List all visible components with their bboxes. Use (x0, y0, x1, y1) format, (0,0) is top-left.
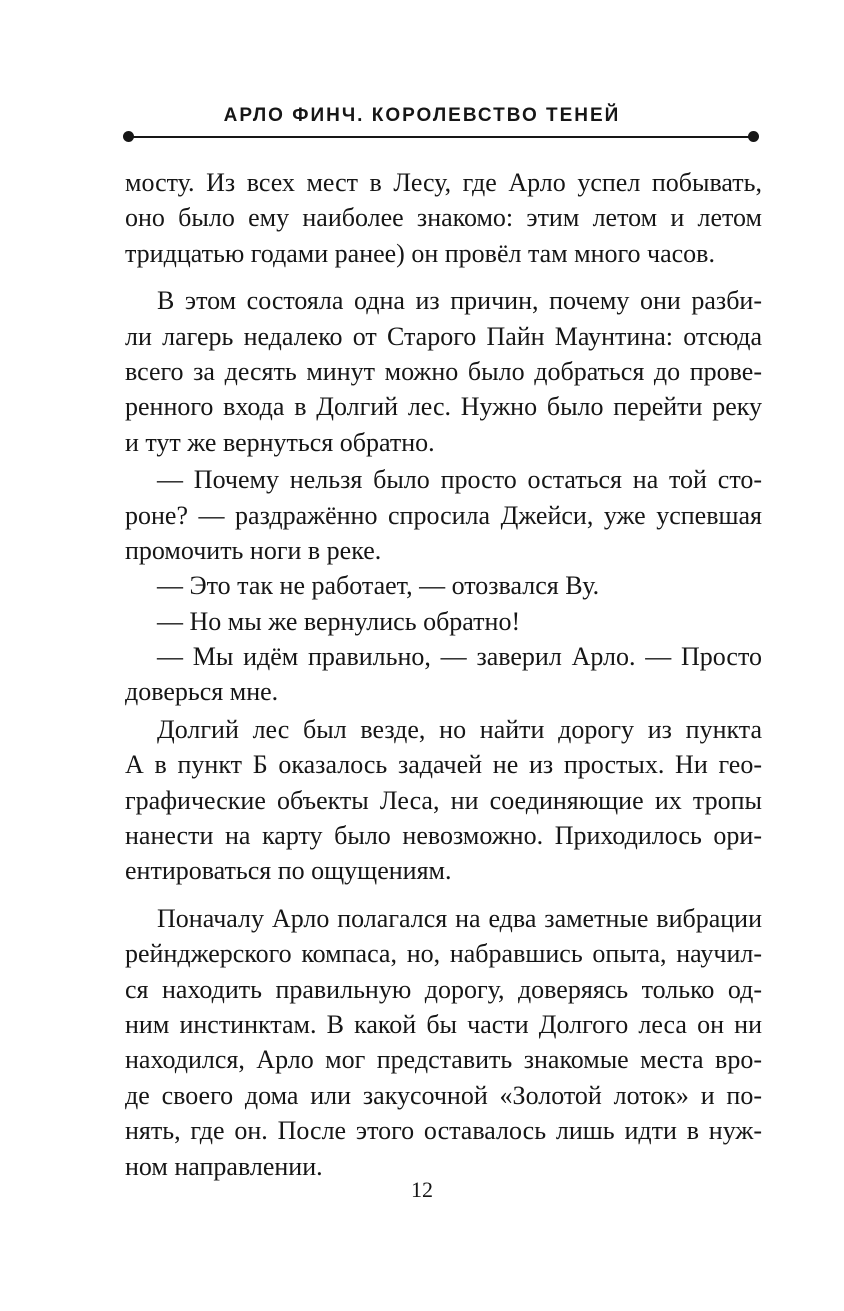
text-line: нанести на карту было невозможно. Приходилось ори- (125, 821, 762, 851)
text-line: — Почему нельзя было просто остаться на той сто- (157, 465, 762, 495)
header-rule-right-dot (748, 131, 759, 142)
text-line: — Это так не работает, — отозвался Ву. (157, 571, 600, 601)
text-line: А в пункт Б оказалось задачей не из простых. Ни гео- (125, 750, 762, 780)
text-line: Поначалу Арло полагался на едва заметные вибрации (157, 903, 762, 933)
text-line: ся находить правильную дорогу, доверяясь только од- (125, 974, 762, 1004)
text-line: ним инстинктам. В какой бы части Долгого леса он ни (125, 1009, 762, 1039)
text-line: доверься мне. (125, 677, 279, 707)
text-line: оно было ему наиболее знакомо: этим летом и летом (125, 203, 762, 233)
text-line: рейнджерского компаса, но, набравшись опыта, научил- (125, 939, 762, 969)
text-line: промочить ноги в реке. (125, 535, 382, 565)
text-line: ном направлении. (125, 1151, 323, 1181)
text-line: тридцатью годами ранее) он провёл там много часов. (125, 238, 715, 268)
text-line: де своего дома или закусочной «Золотой лоток» и по- (125, 1080, 762, 1110)
text-line: находился, Арло мог представить знакомые места вро- (125, 1045, 762, 1075)
text-line: — Но мы же вернулись обратно! (157, 606, 521, 636)
text-line: всего за десять минут можно было добраться до прове- (125, 356, 762, 386)
text-line: нять, где он. После этого оставалось лишь идти в нуж- (125, 1116, 762, 1146)
page-number: 12 (411, 1177, 433, 1202)
text-line: ли лагерь недалеко от Старого Пайн Маунтина: отсюда (125, 321, 762, 351)
text-line: мосту. Из всех мест в Лесу, где Арло успел побывать, (125, 168, 762, 197)
header-rule (128, 136, 754, 138)
text-line: ренного входа в Долгий лес. Нужно было перейти реку (125, 392, 762, 422)
text-line: ентироваться по ощущениям. (125, 856, 452, 886)
running-head-title: АРЛО ФИНЧ. КОРОЛЕВСТВО ТЕНЕЙ (223, 105, 621, 126)
text-line: и тут же вернуться обратно. (125, 427, 435, 457)
text-line: графические объекты Леса, ни соединяющие их тропы (125, 785, 762, 815)
text-line: — Мы идём правильно, — заверил Арло. — Просто (157, 642, 762, 672)
text-line: Долгий лес был везде, но найти дорогу из пункта (157, 714, 762, 744)
header-rule-left-dot (123, 131, 134, 142)
text-line: В этом состояла одна из причин, почему они разби- (157, 286, 762, 316)
body-text (125, 165, 762, 1184)
text-line: роне? — раздражённо спросила Джейси, уже успевшая (125, 500, 762, 530)
